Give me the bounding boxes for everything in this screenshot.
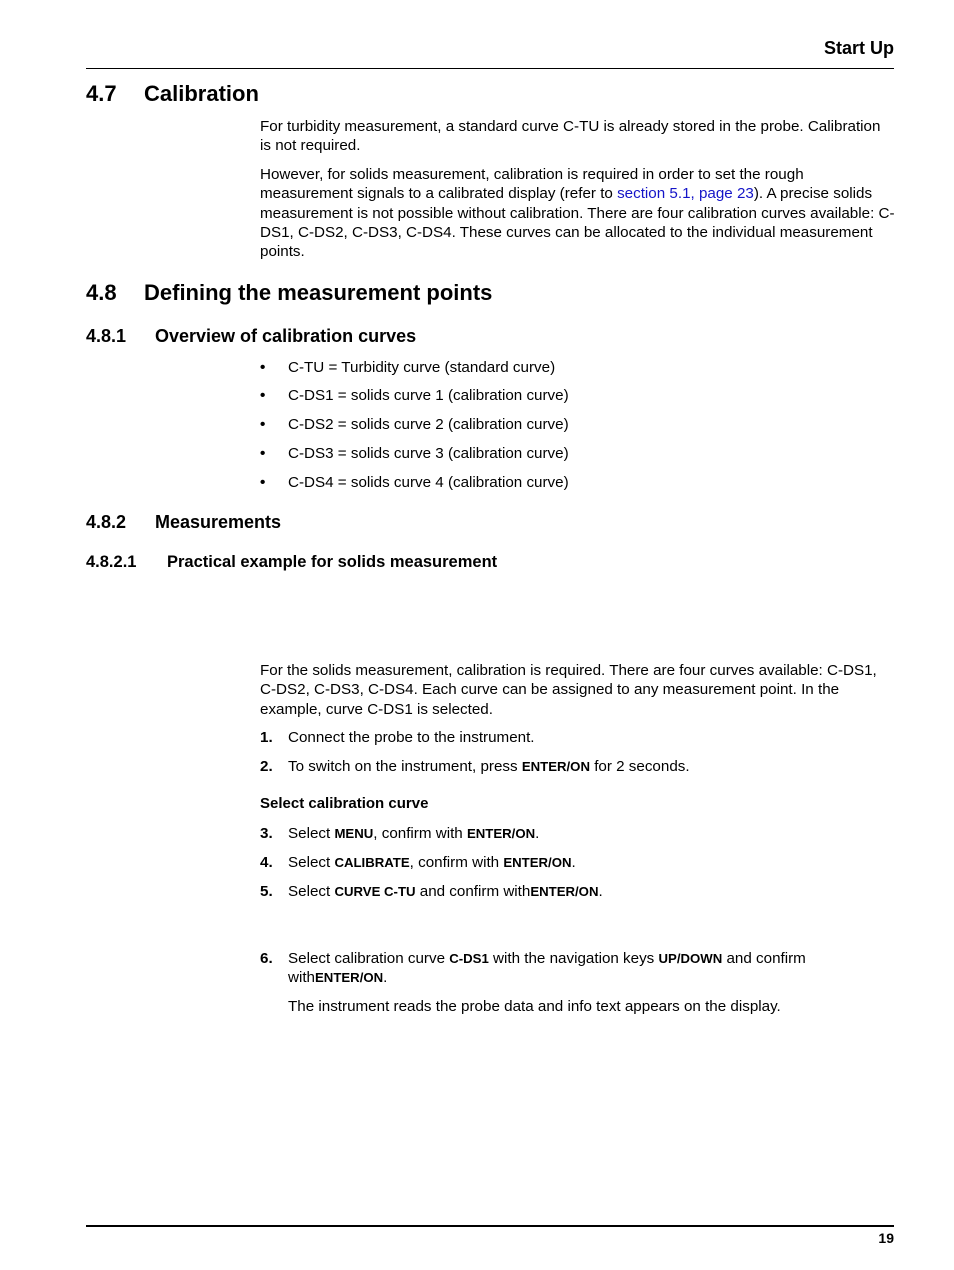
text: Select — [288, 854, 335, 871]
section-4-8-2-1-heading — [86, 553, 886, 575]
select-calibration-curve-subheading: Select calibration curve — [260, 795, 429, 812]
step-number: 6. — [260, 950, 273, 967]
key-label: MENU — [334, 826, 374, 841]
list-item — [260, 444, 895, 464]
step-text — [288, 949, 888, 988]
text: . — [598, 883, 603, 900]
text: . — [571, 854, 576, 871]
step-text — [288, 882, 888, 901]
step-6 — [260, 949, 895, 989]
section-4-8-heading — [86, 280, 886, 308]
step-1 — [260, 728, 895, 748]
step-number: 3. — [260, 825, 273, 842]
list-item — [260, 415, 895, 435]
list-item — [260, 473, 895, 493]
list-item-text: C-DS1 = solids curve 1 (calibration curve) — [288, 387, 569, 404]
section-number: 4.7 — [86, 81, 117, 106]
header-rule — [86, 68, 894, 69]
bullet: • — [260, 474, 266, 491]
example-intro-paragraph: For the solids measurement, calibration is required. There are four curves available: C-DS1, C-DS2, C-DS3, C-DS4. Each curve can be assigned to any measurement point. In the example, curve C-DS1 is selected. — [260, 662, 877, 718]
list-item-text: C-DS2 = solids curve 2 (calibration curve) — [288, 416, 569, 433]
bullet: • — [260, 387, 266, 404]
key-label: CALIBRATE — [334, 855, 410, 870]
section-number: 4.8.2.1 — [86, 553, 137, 571]
text: with the navigation keys — [488, 950, 659, 967]
list-item-text: C-DS3 = solids curve 3 (calibration curve) — [288, 445, 569, 462]
text: . — [383, 969, 388, 987]
text: and confirm with — [415, 883, 531, 900]
key-label: ENTER/ON — [521, 759, 590, 774]
step-3 — [260, 824, 895, 844]
paragraph-text: However, for solids measurement, calibration is required in order to set the rough measurement signals to a calibrated display (refer to — [260, 166, 804, 203]
text: Select — [288, 825, 335, 842]
key-label: CURVE C-TU — [334, 884, 416, 899]
step-number: 2. — [260, 758, 273, 775]
paragraph-text: ). A precise solids measurement is not possible without calibration. There are four calibration curves available: C-DS1, C-DS2, C-DS3, C-DS4. These curves can be allocated to the individual measurement points. — [260, 185, 895, 261]
section-number: 4.8 — [86, 280, 117, 305]
section-4-8-2-heading — [86, 512, 886, 536]
section-title: Overview of calibration curves — [155, 326, 417, 346]
list-item-text: C-DS4 = solids curve 4 (calibration curve) — [288, 474, 569, 491]
list-item — [260, 358, 895, 378]
key-label: ENTER/ON — [315, 970, 384, 986]
step-number: 1. — [260, 729, 273, 746]
footer-rule — [86, 1225, 894, 1227]
text: and confirm with — [288, 950, 806, 987]
section-number: 4.8.2 — [86, 512, 127, 532]
text: . — [535, 825, 540, 842]
list-item — [260, 386, 895, 406]
section-5-1-link[interactable]: section 5.1, page 23 — [617, 185, 754, 203]
key-label: ENTER/ON — [466, 826, 536, 841]
page-number: 19 — [878, 1230, 894, 1246]
text: , confirm with — [373, 825, 467, 842]
step-text — [288, 824, 888, 843]
section-title: Practical example for solids measurement — [167, 553, 498, 571]
step-2 — [260, 757, 895, 777]
list-item-text: C-TU = Turbidity curve (standard curve) — [288, 359, 556, 376]
section-4-8-1-heading — [86, 326, 886, 350]
bullet: • — [260, 416, 266, 433]
text: , confirm with — [409, 854, 504, 871]
bullet: • — [260, 359, 266, 376]
key-label: C-DS1 — [449, 951, 489, 966]
text: Select calibration curve — [288, 950, 450, 967]
bullet: • — [260, 445, 266, 462]
step-number: 5. — [260, 883, 273, 900]
calibration-paragraph-2 — [260, 165, 895, 261]
section-title: Calibration — [144, 81, 259, 106]
text: for 2 seconds. — [589, 758, 690, 775]
step-4 — [260, 853, 895, 873]
step-text — [288, 757, 888, 776]
step-text — [288, 853, 888, 872]
calibration-paragraph-1: For turbidity measurement, a standard curve C-TU is already stored in the probe. Calibration is not required. — [260, 118, 881, 155]
section-number: 4.8.1 — [86, 326, 127, 346]
text: Select — [288, 883, 335, 900]
step-number: 4. — [260, 854, 273, 871]
key-label: UP/DOWN — [658, 951, 723, 966]
key-label: ENTER/ON — [503, 855, 572, 870]
step-text: Connect the probe to the instrument. — [288, 729, 535, 746]
section-title: Measurements — [155, 512, 282, 532]
key-label: ENTER/ON — [530, 884, 599, 899]
step-5 — [260, 882, 895, 902]
section-4-7-heading — [86, 81, 886, 109]
text: To switch on the instrument, press — [288, 758, 522, 775]
step-6-note: The instrument reads the probe data and info text appears on the display. — [288, 998, 781, 1015]
section-title: Defining the measurement points — [144, 280, 493, 305]
running-header: Start Up — [823, 38, 894, 58]
